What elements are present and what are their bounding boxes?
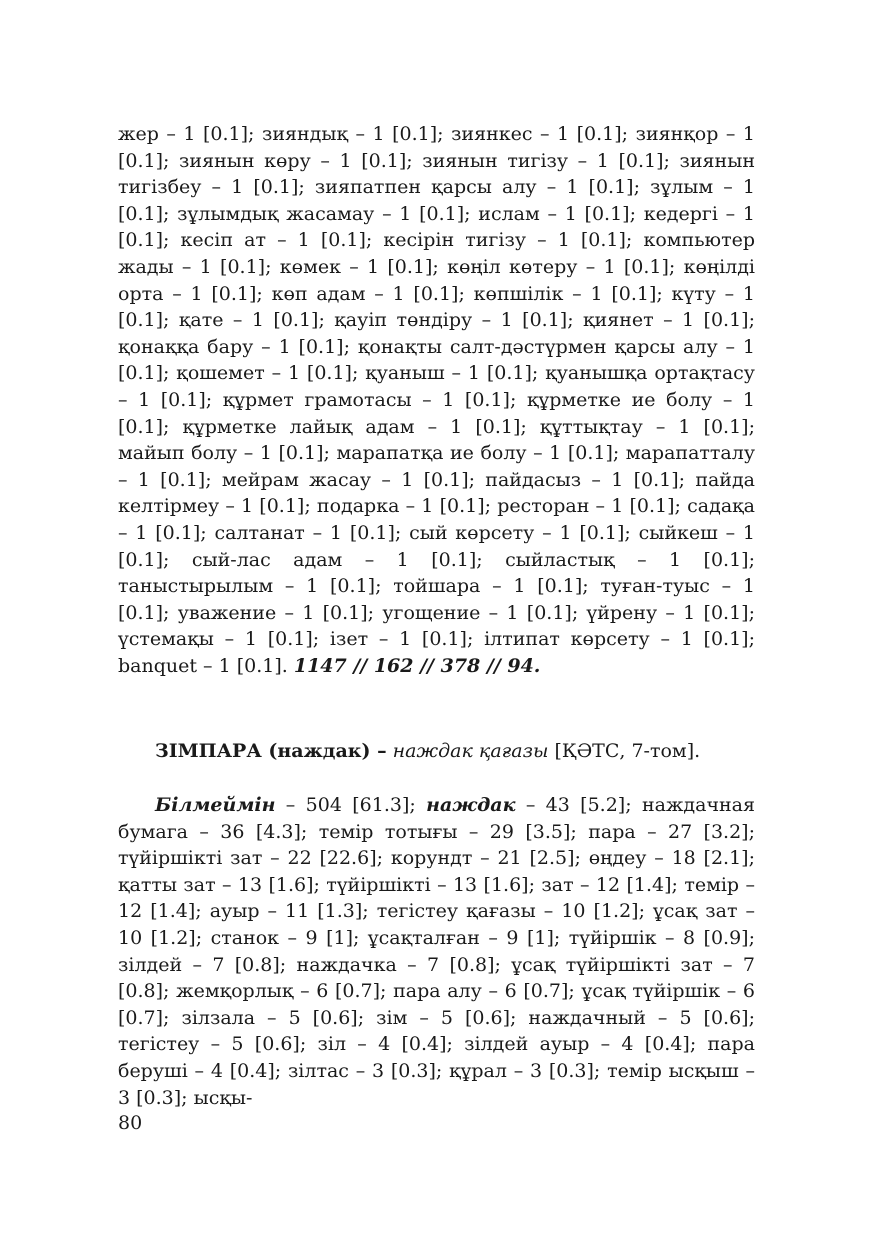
dictionary-entry-heading <box>118 738 755 765</box>
associations-paragraph <box>118 792 755 1111</box>
headword-definition: наждак қағазы <box>392 740 549 762</box>
definition-source: [ҚӘТС, 7-том]. <box>554 740 701 762</box>
response-text-1: – 504 [61.3]; <box>275 794 427 816</box>
associations-list: жер – 1 [0.1]; зияндық – 1 [0.1]; зиянкес – 1 [0.1]; зиянқор – 1 [0.1]; зиянын көру – 1 [0.1]; зиянын тигізу – 1 [0.1]; зиянын тигізбеу – 1 [0.1]; зияпатпен қарсы алу – 1 [0.1]; зұлым – 1 [0.1]; зұлымдық жасамау – 1 [0.1]; ислам – 1 [0.1]; кедергі – 1 [0.1]; кесіп ат – 1 [0.1]; кесірін тигізу – 1 [0.1]; компьютер жады – 1 [0.1]; көмек – 1 [0.1]; көңіл көтеру – 1 [0.1]; көңілді орта – 1 [0.1]; көп адам – 1 [0.1]; көпшілік – 1 [0.1]; күту – 1 [0.1]; қате – 1 [0.1]; қауіп төндіру – 1 [0.1]; қиянет – 1 [0.1]; қонаққа бару – 1 [0.1]; қонақты салт-дәстүрмен қарсы алу – 1 [0.1]; қошемет – 1 [0.1]; қуаныш – 1 [0.1]; қуанышқа ортақтасу – 1 [0.1]; құрмет грамотасы – 1 [0.1]; құрметке ие болу – 1 [0.1]; құрметке лайық адам – 1 [0.1]; құттықтау – 1 [0.1]; майып болу – 1 [0.1]; марапатқа ие болу – 1 [0.1]; марапатталу – 1 [0.1]; мейрам жасау – 1 [0.1]; пайдасыз – 1 [0.1]; пайда келтірмеу – 1 [0.1]; подарка – 1 [0.1]; ресторан – 1 [0.1]; садақа – 1 [0.1]; салтанат – 1 [0.1]; сый көрсету – 1 [0.1]; сыйкеш – 1 [0.1]; сый-лас адам – 1 [0.1]; сыйластық – 1 [0.1]; таныстырылым – 1 [0.1]; тойшара – 1 [0.1]; туған-туыс – 1 [0.1]; уважение – 1 [0.1]; угощение – 1 [0.1]; үйрену – 1 [0.1]; үстемақы – 1 [0.1]; ізет – 1 [0.1]; ілтипат көрсету – 1 [0.1]; banquet – 1 [0.1]. <box>118 123 755 677</box>
leading-response-2: наждак <box>426 794 516 816</box>
statistics-summary: 1147 // 162 // 378 // 94. <box>293 654 541 677</box>
page-number: 80 <box>118 1112 143 1134</box>
entry-continuation-paragraph <box>118 121 755 679</box>
response-text-2: – 43 [5.2]; наждачная бумага – 36 [4.3]; темір тотығы – 29 [3.5]; пара – 27 [3.2]; түйіршікті зат – 22 [22.6]; корундт – 21 [2.5]; өңдеу – 18 [2.1]; қатты зат – 13 [1.6]; түйіршікті – 13 [1.6]; зат – 12 [1.4]; темір – 12 [1.4]; ауыр – 11 [1.3]; тегістеу қағазы – 10 [1.2]; ұсақ зат – 10 [1.2]; станок – 9 [1]; ұсақталған – 9 [1]; түйіршік – 8 [0.9]; зілдей – 7 [0.8]; наждачка – 7 [0.8]; ұсақ түйіршікті зат – 7 [0.8]; жемқорлық – 6 [0.7]; пара алу – 6 [0.7]; ұсақ түйіршік – 6 [0.7]; зілзала – 5 [0.6]; зім – 5 [0.6]; наждачный – 5 [0.6]; тегістеу – 5 [0.6]; зіл – 4 [0.4]; зілдей ауыр – 4 [0.4]; пара беруші – 4 [0.4]; зілтас – 3 [0.3]; құрал – 3 [0.3]; темір ысқыш – 3 [0.3]; ысқы- <box>118 794 755 1109</box>
leading-response-1: Білмеймін <box>155 794 276 816</box>
headword: ЗІМПАРА (наждак) – <box>155 740 387 762</box>
